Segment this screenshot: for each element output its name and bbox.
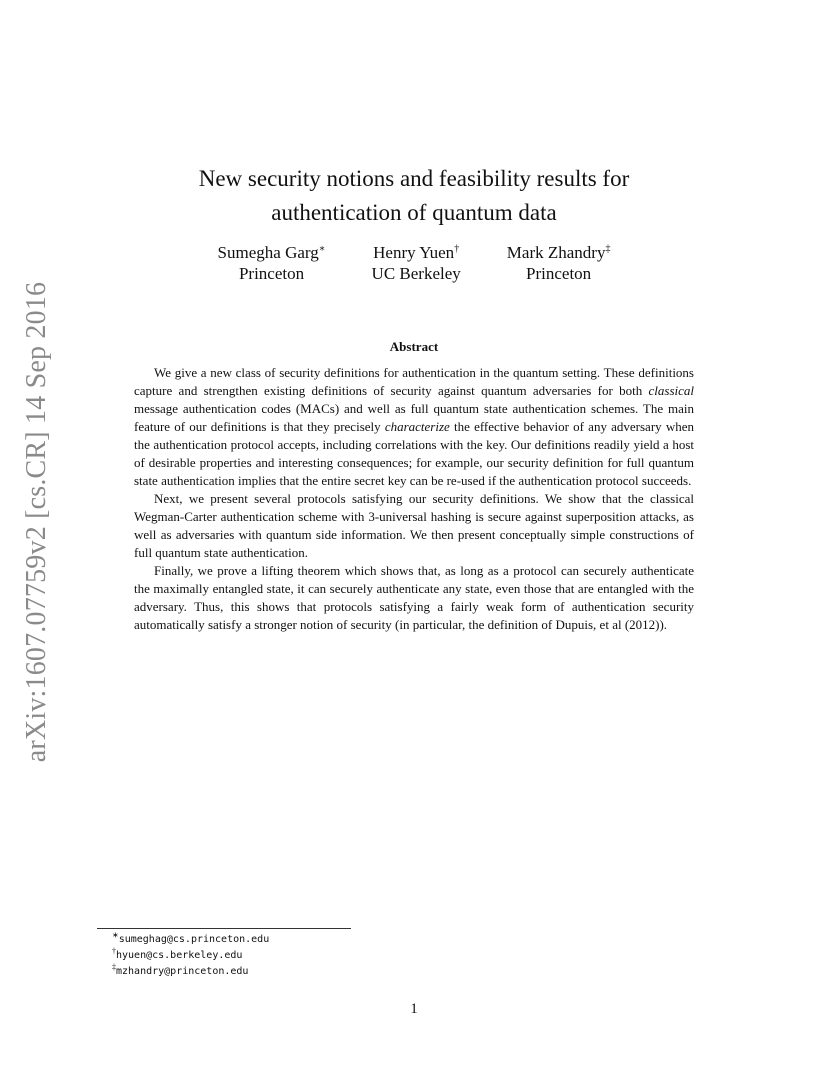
footnote-divider	[97, 928, 351, 929]
footnote-mark: ‡	[112, 962, 116, 972]
author-name: Henry Yuen	[373, 243, 455, 262]
footnote	[112, 932, 269, 948]
footnote	[112, 948, 269, 964]
author-block	[372, 242, 461, 284]
footnote-email: hyuen@cs.berkeley.edu	[116, 950, 243, 961]
abstract-heading: Abstract	[389, 339, 439, 354]
paper-title	[0, 162, 828, 230]
author-affiliation: Princeton	[238, 264, 305, 283]
author-footnote-mark: †	[454, 243, 460, 255]
author-name: Mark Zhandry	[506, 243, 606, 262]
author-footnote-mark: ‡	[605, 243, 611, 255]
abstract-paragraph: Finally, we prove a lifting theorem which shows that, as long as a protocol can securely authenticate the maximally entangled state, it can securely authenticate any state, even those that are entangled with the adversary. Thus, this shows that protocols satisfying a fairly weak form of authentication security automatically satisfy a stronger notion of security (in particular, the definition of Dupuis, et al (2012)).	[134, 563, 694, 632]
author-affiliation: Princeton	[526, 264, 592, 283]
author-block	[507, 242, 611, 284]
page-number: 1	[410, 1001, 418, 1017]
arxiv-identifier	[21, 281, 52, 763]
arxiv-identifier-text: arXiv:1607.07759v2 [cs.CR] 14 Sep 2016	[21, 281, 52, 763]
footnote-mark: †	[112, 946, 116, 956]
footnote-mark: ∗	[112, 930, 119, 940]
emphasis-classical: classical	[648, 383, 694, 398]
author-name: Sumegha Garg	[217, 243, 319, 262]
abstract-paragraph: Next, we present several protocols satisfying our security definitions. We show that the classical Wegman-Carter authentication scheme with 3-universal hashing is secure against superposition attacks, as well as adversaries with quantum side information. We then present conceptually simple constructions of full quantum state authentication.	[134, 491, 694, 560]
footnote-email: sumeghag@cs.princeton.edu	[118, 934, 270, 945]
paper-title-line-1: New security notions and feasibility results for	[198, 166, 630, 192]
abstract-paragraph: We give a new class of security definitions for authentication in the quantum setting. These definitions capture and strengthen existing definitions of security against quantum adversaries for both classical message authentication codes (MACs) and well as full quantum state authentication schemes. The main feature of our definitions is that they precisely characterize the effective behavior of any adversary when the authentication protocol accepts, including correlations with the key. Our definitions readily yield a host of desirable properties and interesting consequences; for example, our security definition for full quantum state authentication implies that the entire secret key can be re-used if the authentication protocol succeeds.	[134, 365, 695, 488]
author-block	[218, 242, 326, 284]
emphasis-characterize: characterize	[384, 419, 450, 434]
author-list	[0, 242, 828, 284]
author-affiliation: UC Berkeley	[371, 264, 461, 283]
footnote	[112, 964, 269, 980]
paper-title-line-2: authentication of quantum data	[271, 200, 557, 226]
author-footnote-mark: ∗	[318, 243, 326, 255]
footnotes	[112, 932, 269, 980]
abstract-body	[134, 364, 694, 634]
footnote-email: mzhandry@princeton.edu	[116, 966, 249, 977]
